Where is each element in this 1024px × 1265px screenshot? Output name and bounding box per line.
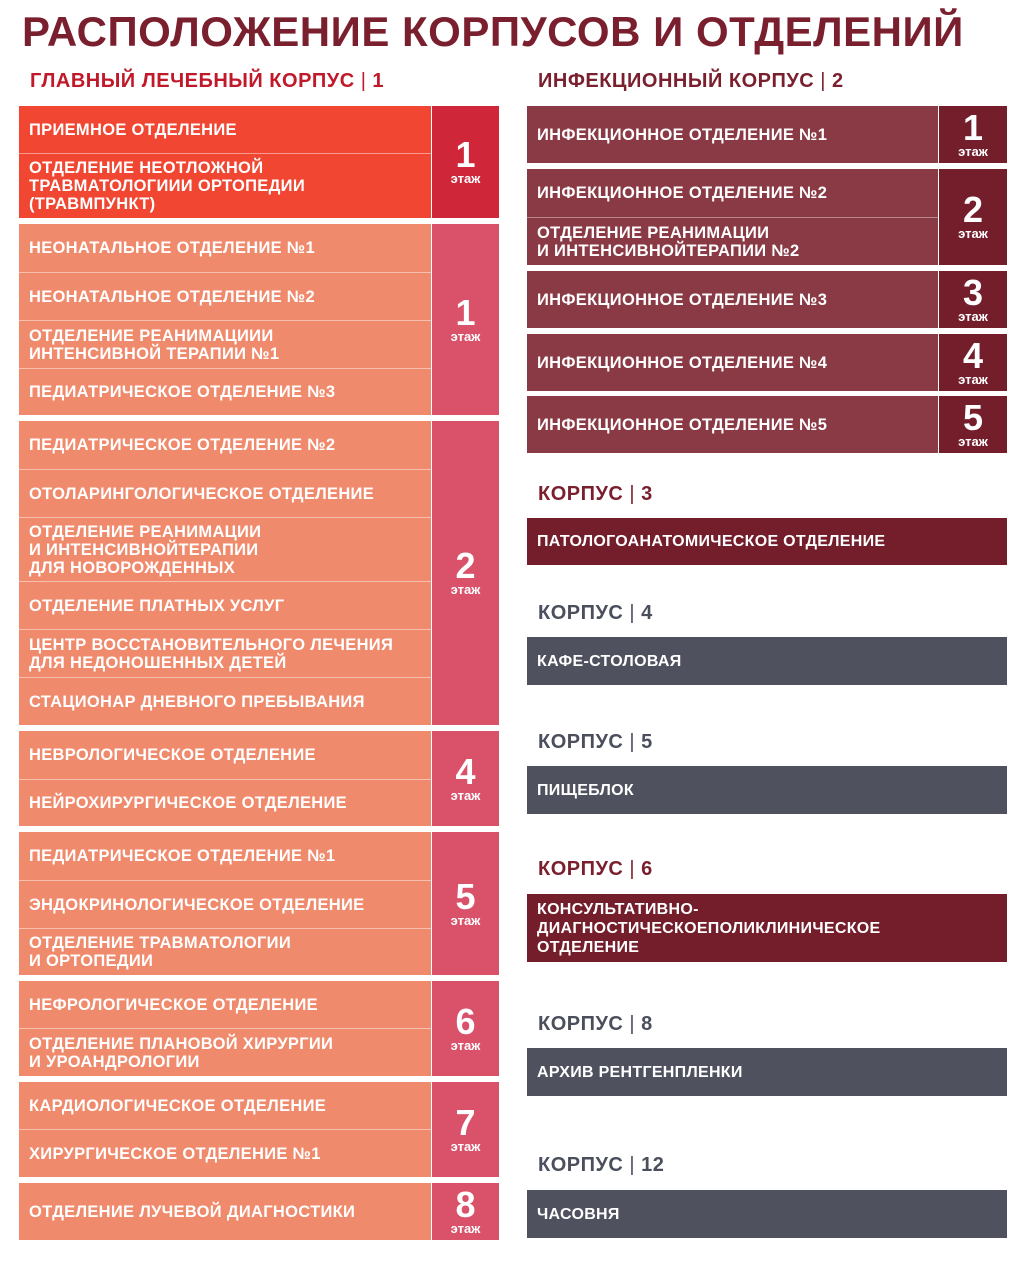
main-floor-group (19, 106, 499, 218)
department-row: ИНФЕКЦИОННОЕ ОТДЕЛЕНИЕ №5 (537, 415, 828, 434)
floor-label: этаж (450, 787, 481, 803)
infect-building-number: 2 (831, 70, 844, 92)
department-row: ОТДЕЛЕНИЕ ПЛАТНЫХ УСЛУГ (19, 581, 431, 629)
department-row: ЭНДОКРИНОЛОГИЧЕСКОЕ ОТДЕЛЕНИЕ (19, 880, 431, 928)
infect-floor-group (527, 334, 1007, 391)
floor-badge (432, 224, 499, 415)
floor-label: этаж (450, 1220, 481, 1236)
building-department: КОНСУЛЬТАТИВНО- ДИАГНОСТИЧЕСКОЕПОЛИКЛИНИЧЕСКОЕ ОТДЕЛЕНИЕ (527, 894, 1007, 962)
floor-label: этаж (450, 582, 481, 597)
department-row: ОТДЕЛЕНИЕ ТРАВМАТОЛОГИИ И ОРТОПЕДИИ (19, 928, 431, 975)
department-row: ОТДЕЛЕНИЕ ЛУЧЕВОЙ ДИАГНОСТИКИ (29, 1202, 356, 1221)
floor-number: 1 (455, 291, 476, 333)
building-department: ПИЩЕБЛОК (527, 766, 1007, 814)
infect-floor-group (527, 396, 1007, 453)
building-label: КОРПУС (538, 858, 624, 880)
floor-badge (939, 271, 1007, 328)
floor-number: 4 (455, 750, 476, 792)
main-floor-group (19, 832, 499, 975)
department-row: НЕОНАТАЛЬНОЕ ОТДЕЛЕНИЕ №2 (19, 272, 431, 320)
floor-number: 2 (962, 189, 984, 230)
building-department: КАФЕ-СТОЛОВАЯ (527, 637, 1007, 685)
page-title: РАСПОЛОЖЕНИЕ КОРПУСОВ И ОТДЕЛЕНИЙ (22, 8, 964, 55)
department-row: ИНФЕКЦИОННОЕ ОТДЕЛЕНИЕ №2 (537, 184, 828, 202)
floor-number: 8 (455, 1183, 476, 1225)
department-row: ПЕДИАТРИЧЕСКОЕ ОТДЕЛЕНИЕ №2 (29, 436, 336, 454)
department-row: НЕОНАТАЛЬНОЕ ОТДЕЛЕНИЕ №1 (29, 239, 315, 257)
infect-building-header: ИНФЕКЦИОННЫЙ КОРПУС | 2 (538, 70, 844, 92)
building-number: 4 (641, 602, 653, 624)
building-label: КОРПУС (538, 731, 624, 753)
main-floor-group (19, 1183, 499, 1240)
building-header: КОРПУС | 6 (538, 858, 653, 880)
main-floor-group (19, 1082, 499, 1177)
department-row: ИНФЕКЦИОННОЕ ОТДЕЛЕНИЕ №4 (537, 353, 828, 372)
floor-number: 6 (455, 1000, 476, 1042)
floor-label: этаж (958, 371, 988, 387)
building-header: КОРПУС | 4 (538, 602, 653, 624)
department-row: ОТДЕЛЕНИЕ ПЛАНОВОЙ ХИРУРГИИ И УРОАНДРОЛОГИИ (19, 1028, 431, 1076)
department-row: ОТДЕЛЕНИЕ РЕАНИМАЦИИ И ИНТЕНСИВНОЙТЕРАПИИ №2 (527, 217, 938, 265)
floor-badge (939, 396, 1007, 453)
floor-number: 1 (455, 134, 476, 175)
department-row: ОТДЕЛЕНИЕ РЕАНИМАЦИИ И ИНТЕНСИВНОЙТЕРАПИИ ДЛЯ НОВОРОЖДЕННЫХ (19, 517, 431, 581)
building-number: 5 (641, 731, 653, 753)
building-header: КОРПУС | 8 (538, 1013, 653, 1035)
building-department: АРХИВ РЕНТГЕНПЛЕНКИ (527, 1048, 1007, 1096)
building-label: КОРПУС (538, 602, 624, 624)
building-label: КОРПУС (538, 1154, 624, 1176)
floor-badge (432, 106, 499, 218)
building-number: 3 (641, 483, 653, 505)
infect-floor-group (527, 271, 1007, 328)
building-department: ПАТОЛОГОАНАТОМИЧЕСКОЕ ОТДЕЛЕНИЕ (527, 518, 1007, 565)
department-row: ИНФЕКЦИОННОЕ ОТДЕЛЕНИЕ №3 (537, 290, 828, 309)
building-number: 12 (641, 1154, 665, 1176)
department-row: ПЕДИАТРИЧЕСКОЕ ОТДЕЛЕНИЕ №1 (29, 847, 336, 865)
floor-label: этаж (958, 226, 988, 241)
department-row: НЕЙРОХИРУРГИЧЕСКОЕ ОТДЕЛЕНИЕ (19, 779, 431, 826)
main-floor-group (19, 981, 499, 1076)
building-header: КОРПУС | 12 (538, 1154, 665, 1176)
building-number: 6 (641, 858, 653, 880)
main-floor-group (19, 224, 499, 415)
department-row: ЦЕНТР ВОССТАНОВИТЕЛЬНОГО ЛЕЧЕНИЯ ДЛЯ НЕДОНОШЕННЫХ ДЕТЕЙ (19, 629, 431, 677)
department-row: СТАЦИОНАР ДНЕВНОГО ПРЕБЫВАНИЯ (19, 677, 431, 725)
infect-floor-group (527, 169, 1007, 265)
floor-number: 2 (455, 545, 476, 586)
department-row: ХИРУРГИЧЕСКОЕ ОТДЕЛЕНИЕ №1 (19, 1129, 431, 1177)
floor-label: этаж (450, 171, 481, 186)
floor-label: этаж (450, 1138, 481, 1154)
floor-number: 5 (455, 875, 476, 917)
floor-number: 3 (962, 271, 984, 313)
department-row: КАРДИОЛОГИЧЕСКОЕ ОТДЕЛЕНИЕ (29, 1096, 327, 1115)
floor-number: 5 (962, 396, 984, 438)
department-row: ИНФЕКЦИОННОЕ ОТДЕЛЕНИЕ №1 (537, 125, 828, 144)
floor-label: этаж (958, 143, 988, 159)
floor-badge (939, 106, 1007, 163)
floor-badge (939, 334, 1007, 391)
floor-label: этаж (958, 433, 988, 449)
building-header: КОРПУС | 5 (538, 731, 653, 753)
main-building-header: ГЛАВНЫЙ ЛЕЧЕБНЫЙ КОРПУС | 1 (30, 70, 385, 92)
department-row: ОТДЕЛЕНИЕ РЕАНИМАЦИИИ ИНТЕНСИВНОЙ ТЕРАПИИ №1 (19, 320, 431, 368)
floor-label: этаж (450, 912, 481, 928)
floor-badge (432, 981, 499, 1076)
main-building-number: 1 (372, 70, 385, 92)
floor-badge (432, 832, 499, 975)
department-row: ОТОЛАРИНГОЛОГИЧЕСКОЕ ОТДЕЛЕНИЕ (19, 469, 431, 517)
infect-floor-group (527, 106, 1007, 163)
building-header: КОРПУС | 3 (538, 483, 653, 505)
department-row: НЕВРОЛОГИЧЕСКОЕ ОТДЕЛЕНИЕ (29, 746, 316, 764)
floor-label: этаж (450, 328, 481, 344)
floor-badge (939, 169, 1007, 265)
floor-number: 1 (962, 106, 984, 148)
floor-label: этаж (958, 308, 988, 324)
building-department: ЧАСОВНЯ (527, 1190, 1007, 1238)
floor-label: этаж (450, 1037, 481, 1053)
building-label: КОРПУС (538, 1013, 624, 1035)
department-row: ПРИЕМНОЕ ОТДЕЛЕНИЕ (29, 120, 237, 139)
floor-number: 7 (455, 1101, 476, 1143)
floor-badge (432, 1082, 499, 1177)
floor-badge (432, 421, 499, 725)
department-row: ПЕДИАТРИЧЕСКОЕ ОТДЕЛЕНИЕ №3 (19, 368, 431, 415)
main-building-name: ГЛАВНЫЙ ЛЕЧЕБНЫЙ КОРПУС (30, 70, 355, 92)
building-label: КОРПУС (538, 483, 624, 505)
building-number: 8 (641, 1013, 653, 1035)
floor-badge (432, 731, 499, 826)
infect-building-name: ИНФЕКЦИОННЫЙ КОРПУС (538, 70, 815, 92)
department-row: НЕФРОЛОГИЧЕСКОЕ ОТДЕЛЕНИЕ (29, 995, 318, 1014)
department-row: ОТДЕЛЕНИЕ НЕОТЛОЖНОЙ ТРАВМАТОЛОГИИИ ОРТОПЕДИИ (ТРАВМПУНКТ) (19, 153, 431, 218)
floor-badge (432, 1183, 499, 1240)
main-floor-group (19, 731, 499, 826)
main-floor-group (19, 421, 499, 725)
floor-number: 4 (962, 334, 984, 376)
